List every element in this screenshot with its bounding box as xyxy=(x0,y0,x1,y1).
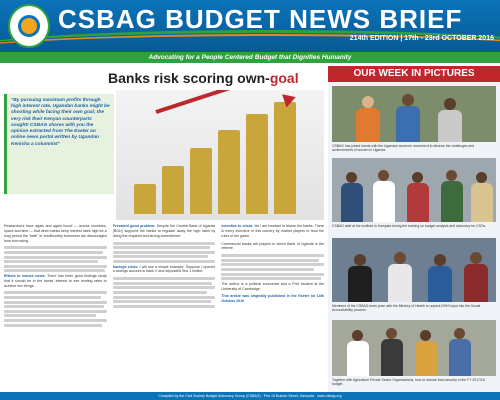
article-column-2 xyxy=(113,224,216,398)
week-in-pictures-banner: OUR WEEK IN PICTURES xyxy=(328,66,500,82)
edition-label: 214th EDITION | 17th - 23rd OCTOBER 2016 xyxy=(349,35,494,42)
article-column-3 xyxy=(221,224,324,398)
photo-caption-2: CSBAG staff at the institute in Kampala during the training on budget analysis and advocacy for CSOs. xyxy=(332,224,487,228)
article-body xyxy=(4,224,324,398)
paragraph: I will use a simple example. Suppose I opened a savings account in bank X and deposited Shs 1 million. xyxy=(112,264,216,274)
paragraph: Yet I am hesitant to blame the banks. There is every incentive in this country by market players to flout the rules of the game. xyxy=(221,224,325,238)
subhead: Prevalent good problem: xyxy=(112,224,156,228)
photo-4 xyxy=(332,320,496,376)
text-lines xyxy=(113,277,216,308)
text-lines xyxy=(4,246,107,272)
article-title xyxy=(108,70,299,86)
paragraph: Despite the Central Bank of Uganda (BOU) supports the banks to regulate away the high rates by doing the required and strong commitment. xyxy=(112,224,216,238)
paragraph: Researchers have again and again found — across countries, space and time — that when banks keep interest rates high for a long period the "safe" or creditworthy borrowers are discouraged from borrowing. xyxy=(4,224,107,243)
photo-2 xyxy=(332,158,496,222)
csbag-logo xyxy=(8,4,50,48)
pictures-sidebar xyxy=(328,66,500,400)
main-article xyxy=(4,66,324,400)
paragraph: The author is a political economist and a PhD student at the University of Cambridge. xyxy=(221,281,325,291)
subhead: Incentive to cheat: xyxy=(221,224,254,228)
article-column-1 xyxy=(4,224,107,398)
photo-caption-4: Together with Agriculture Private Sector Organizations, how to include food security in the FY 2017/18 budget. xyxy=(332,378,485,387)
pull-quote-box xyxy=(4,94,114,194)
paragraph: Commercial banks are players in which Bank of Uganda is the referee. xyxy=(221,241,325,251)
newsletter-title: CSBAG BUDGET NEWS BRIEF xyxy=(58,4,463,34)
paragraph: There has been good findings study that it should be in the banks' interest to see lending rates to achieve two things. xyxy=(4,273,107,288)
footer: Compiled by the Civil Society Budget Advocacy Group (CSBAG) · Plot 15 Bukoto Street, Kampala · www.csbag.org xyxy=(0,392,500,400)
text-lines xyxy=(4,291,107,326)
text-lines xyxy=(221,254,324,280)
article-illustration xyxy=(116,90,324,220)
photo-caption-3: Members of the CSBAG team pose with the Ministry of Health to unpack DHIS input into the Social Accountability process. xyxy=(332,304,481,313)
article-title-accent: goal xyxy=(269,70,299,86)
photo-caption-1: CSBAG has joined hands with the Ugandan women's movement to discuss the challenges and achievements of women in Uganda. xyxy=(332,144,475,153)
photo-3 xyxy=(332,238,496,302)
photo-1 xyxy=(332,86,496,142)
trend-arrow xyxy=(155,90,289,114)
article-title-main: Banks risk scoring own- xyxy=(108,70,270,86)
subhead: Savings crisis: xyxy=(112,264,139,269)
tagline: Advocating for a People Centered Budget that Dignifies Humanity xyxy=(0,52,500,63)
read-more-link[interactable]: This article was originally published in the Exeter on 14th October 2016 xyxy=(221,294,325,304)
text-lines xyxy=(113,242,216,263)
pull-quote: "By pursuing maximum profits through high interest rate, Ugandan banks might be shooting while facing their own goal; the very risk their Kenyan counterparts sought! CSBAG shares with you the opinion extracted from The Exeter an online news portal written by Ugandan Kenisha a columnist" xyxy=(11,98,110,147)
subhead: Efforts to reduce costs: xyxy=(4,273,46,278)
masthead xyxy=(0,0,500,52)
